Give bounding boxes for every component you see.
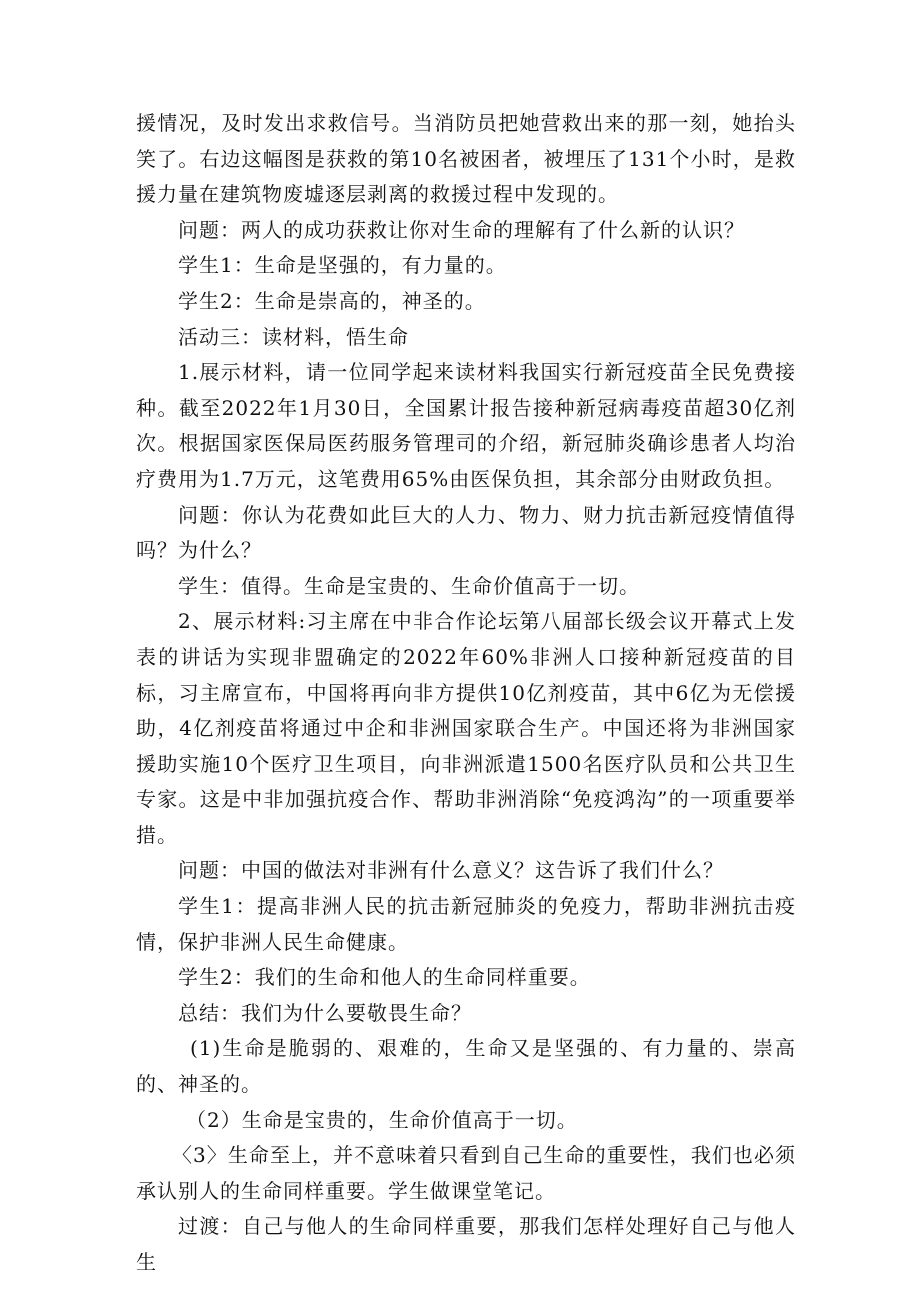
paragraph-student-1-answer-3: 学生1：提高非洲人民的抗击新冠肺炎的免疫力，帮助非洲抗击疫情，保护非洲人民生命健康。 bbox=[136, 894, 796, 954]
paragraph-transition: 过渡：自己与他人的生命同样重要，那我们怎样处理好自己与他人生 bbox=[136, 1214, 796, 1274]
paragraph-summary-point-3: 〈3〉生命至上，并不意味着只看到自己生命的重要性，我们也必须承认别人的生命同样重要。学生做课堂笔记。 bbox=[136, 1143, 796, 1203]
paragraph-student-1-answer-1: 学生1：生命是坚强的，有力量的。 bbox=[178, 253, 507, 278]
paragraph-question-3: 问题：中国的做法对非洲有什么意义？这告诉了我们什么？ bbox=[178, 858, 724, 883]
document-body bbox=[136, 106, 796, 1281]
paragraph-material-1: 1.展示材料，请一位同学起来读材料我国实行新冠疫苗全民免费接种。截至2022年1月30日，全国累计报告接种新冠病毒疫苗超30亿剂次。根据国家医保局医药服务管理司的介绍，新冠肺炎确诊患者人均治疗费用为1.7万元，这笔费用65%由医保负担，其余部分由财政负担。 bbox=[136, 360, 796, 491]
paragraph-student-2-answer-1: 学生2：生命是崇高的，神圣的。 bbox=[178, 288, 486, 313]
paragraph-material-2: 2、展示材料:习主席在中非合作论坛第八届部长级会议开幕式上发表的讲话为实现非盟确定的2022年60%非洲人口接种新冠疫苗的目标，习主席宣布，中国将再向非方提供10亿剂疫苗，其中6亿为无偿援助，4亿剂疫苗将通过中企和非洲国家联合生产。中国还将为非洲国家援助实施10个医疗卫生项目，向非洲派遣1500名医疗队员和公共卫生专家。这是中非加强抗疫合作、帮助非洲消除“免疫鸿沟”的一项重要举措。 bbox=[136, 609, 796, 847]
paragraph-summary-heading: 总结：我们为什么要敬畏生命？ bbox=[178, 1000, 472, 1025]
paragraph-summary-point-1: (1)生命是脆弱的、艰难的，生命又是坚强的、有力量的、崇高的、神圣的。 bbox=[136, 1036, 796, 1097]
paragraph-question-2: 问题：你认为花费如此巨大的人力、物力、财力抗击新冠疫情值得吗？为什么？ bbox=[136, 502, 796, 563]
paragraph-summary-point-2: （2）生命是宝贵的，生命价值高于一切。 bbox=[186, 1107, 578, 1132]
paragraph-rescue-story: 援情况，及时发出求救信号。当消防员把她营救出来的那一刻，她抬头笑了。右边这幅图是获救的第10名被困者，被埋压了131个小时，是救援力量在建筑物废墟逐层剥离的救援过程中发现的。 bbox=[136, 111, 796, 207]
paragraph-question-1: 问题：两人的成功获救让你对生命的理解有了什么新的认识？ bbox=[178, 217, 745, 242]
paragraph-student-2-answer-3: 学生2：我们的生命和他人的生命同样重要。 bbox=[178, 965, 591, 990]
paragraph-activity-3-heading: 活动三：读材料，悟生命 bbox=[178, 324, 409, 349]
paragraph-student-answer-2: 学生：值得。生命是宝贵的、生命价值高于一切。 bbox=[178, 573, 640, 598]
